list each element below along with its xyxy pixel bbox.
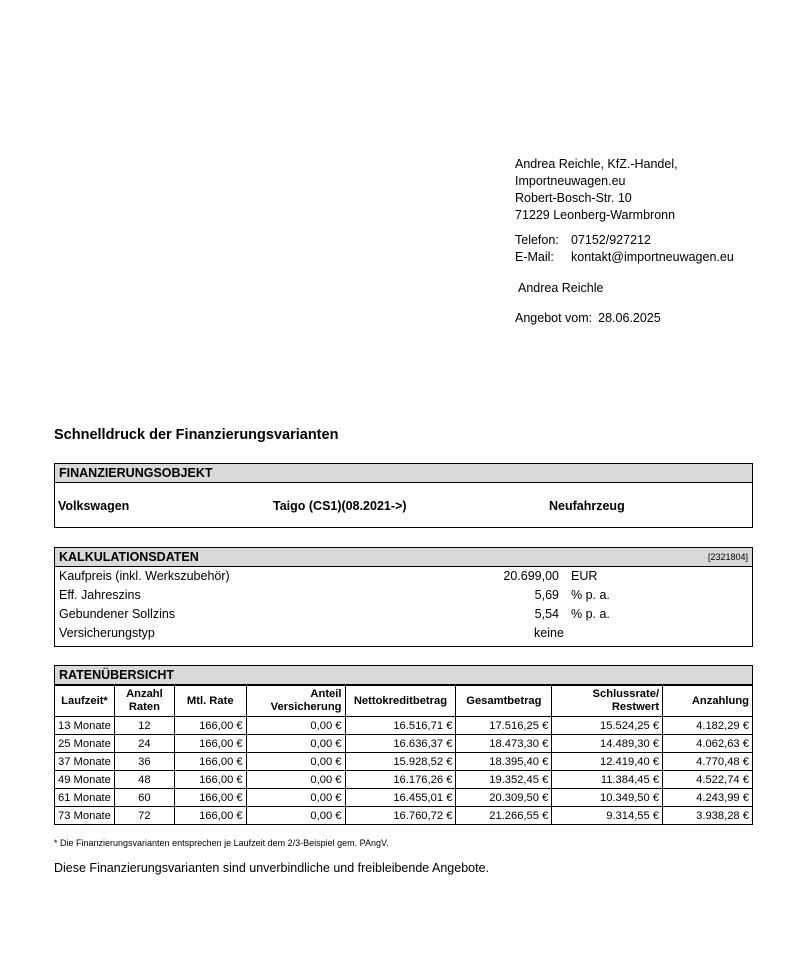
col-header-downpayment: Anzahlung: [663, 686, 753, 717]
cell-downpayment: 4.243,99 €: [663, 789, 753, 807]
sender-line: Robert-Bosch-Str. 10: [515, 191, 632, 205]
purchase-value: 20.699,00: [503, 569, 559, 583]
col-header-final: Schlussrate/ Restwert: [552, 686, 663, 717]
email-value[interactable]: kontakt@importneuwagen.eu: [571, 250, 734, 264]
cell-term: 13 Monate: [55, 717, 115, 735]
offer-date-value: 28.06.2025: [598, 311, 661, 325]
calc-row-purchase: [59, 567, 752, 586]
vehicle-model: Taigo (CS1)(08.2021->): [273, 499, 407, 513]
cell-downpayment: 4.062,63 €: [663, 735, 753, 753]
eff-value: 5,69: [534, 588, 559, 602]
calculation-header: [55, 548, 752, 567]
financing-object-box: [54, 463, 753, 528]
cell-total: 21.266,55 €: [456, 807, 552, 825]
soll-unit: % p. a.: [571, 607, 610, 621]
col-header-insurance: Anteil Versicherung: [246, 686, 345, 717]
cell-final: 11.384,45 €: [552, 771, 663, 789]
cell-net-credit: 16.636,37 €: [345, 735, 456, 753]
table-row: [55, 735, 753, 753]
cell-total: 19.352,45 €: [456, 771, 552, 789]
calculation-ref: [2321804]: [707, 552, 748, 562]
cell-insurance: 0,00 €: [246, 753, 345, 771]
cell-count: 48: [114, 771, 174, 789]
cell-insurance: 0,00 €: [246, 771, 345, 789]
col-header-monthly: Mtl. Rate: [174, 686, 246, 717]
calculation-header-label: KALKULATIONSDATEN: [59, 550, 199, 564]
cell-count: 72: [114, 807, 174, 825]
footnote: * Die Finanzierungsvarianten entsprechen je Laufzeit dem 2/3-Beispiel gem. PAngV.: [54, 838, 389, 848]
cell-term: 73 Monate: [55, 807, 115, 825]
disclaimer: Diese Finanzierungsvarianten sind unverbindliche und freibleibende Angebote.: [54, 861, 490, 875]
rates-header: RATENÜBERSICHT: [55, 666, 752, 685]
soll-label: Gebundener Sollzins: [59, 607, 176, 621]
cell-net-credit: 16.760,72 €: [345, 807, 456, 825]
cell-final: 9.314,55 €: [552, 807, 663, 825]
vehicle-brand: Volkswagen: [58, 499, 130, 513]
calc-row-eff: [59, 586, 752, 605]
cell-monthly: 166,00 €: [174, 753, 246, 771]
insurance-label: Versicherungstyp: [59, 626, 155, 640]
cell-monthly: 166,00 €: [174, 735, 246, 753]
cell-final: 10.349,50 €: [552, 789, 663, 807]
financing-object-header: FINANZIERUNGSOBJEKT: [55, 464, 752, 483]
cell-count: 36: [114, 753, 174, 771]
page-title: Schnelldruck der Finanzierungsvarianten: [54, 427, 339, 443]
table-row: [55, 753, 753, 771]
col-header-term: Laufzeit*: [55, 686, 115, 717]
cell-final: 15.524,25 €: [552, 717, 663, 735]
eff-unit: % p. a.: [571, 588, 610, 602]
col-header-net-credit: Nettokreditbetrag: [345, 686, 456, 717]
cell-downpayment: 3.938,28 €: [663, 807, 753, 825]
cell-final: 14.489,30 €: [552, 735, 663, 753]
insurance-value: keine: [534, 626, 564, 640]
cell-insurance: 0,00 €: [246, 789, 345, 807]
soll-value: 5,54: [534, 607, 559, 621]
cell-downpayment: 4.770,48 €: [663, 753, 753, 771]
cell-net-credit: 16.455,01 €: [345, 789, 456, 807]
offer-date-line: [515, 311, 661, 325]
sender-address: [515, 156, 678, 224]
sender-line: Andrea Reichle, KfZ.-Handel,: [515, 157, 678, 171]
contact-person: Andrea Reichle: [518, 281, 604, 295]
cell-total: 18.395,40 €: [456, 753, 552, 771]
table-row: [55, 807, 753, 825]
contact-info: [515, 232, 734, 266]
eff-label: Eff. Jahreszins: [59, 588, 141, 602]
col-header-count: Anzahl Raten: [114, 686, 174, 717]
purchase-label: Kaufpreis (inkl. Werkszubehör): [59, 569, 230, 583]
rates-box: [54, 665, 753, 822]
cell-term: 25 Monate: [55, 735, 115, 753]
sender-line: 71229 Leonberg-Warmbronn: [515, 208, 676, 222]
cell-insurance: 0,00 €: [246, 807, 345, 825]
rates-table: [54, 685, 753, 825]
cell-monthly: 166,00 €: [174, 771, 246, 789]
email-label: E-Mail:: [515, 250, 554, 264]
calc-row-soll: [59, 605, 752, 624]
cell-term: 61 Monate: [55, 789, 115, 807]
cell-downpayment: 4.182,29 €: [663, 717, 753, 735]
cell-insurance: 0,00 €: [246, 717, 345, 735]
cell-insurance: 0,00 €: [246, 735, 345, 753]
table-header-row: [55, 686, 753, 717]
cell-final: 12.419,40 €: [552, 753, 663, 771]
cell-monthly: 166,00 €: [174, 807, 246, 825]
cell-count: 12: [114, 717, 174, 735]
table-row: [55, 771, 753, 789]
cell-monthly: 166,00 €: [174, 717, 246, 735]
vehicle-condition: Neufahrzeug: [549, 499, 625, 513]
calc-row-insurance: [59, 624, 752, 643]
table-row: [55, 789, 753, 807]
cell-total: 17.516,25 €: [456, 717, 552, 735]
calculation-box: [54, 547, 753, 647]
cell-monthly: 166,00 €: [174, 789, 246, 807]
sender-line: Importneuwagen.eu: [515, 174, 626, 188]
cell-net-credit: 16.176,26 €: [345, 771, 456, 789]
cell-term: 37 Monate: [55, 753, 115, 771]
table-row: [55, 717, 753, 735]
cell-total: 18.473,30 €: [456, 735, 552, 753]
offer-date-label: Angebot vom:: [515, 311, 593, 325]
phone-label: Telefon:: [515, 233, 559, 247]
col-header-total: Gesamtbetrag: [456, 686, 552, 717]
cell-count: 24: [114, 735, 174, 753]
purchase-unit: EUR: [571, 569, 598, 583]
phone-value: 07152/927212: [571, 233, 651, 247]
cell-total: 20.309,50 €: [456, 789, 552, 807]
cell-term: 49 Monate: [55, 771, 115, 789]
cell-net-credit: 15.928,52 €: [345, 753, 456, 771]
cell-net-credit: 16.516,71 €: [345, 717, 456, 735]
cell-downpayment: 4.522,74 €: [663, 771, 753, 789]
cell-count: 60: [114, 789, 174, 807]
